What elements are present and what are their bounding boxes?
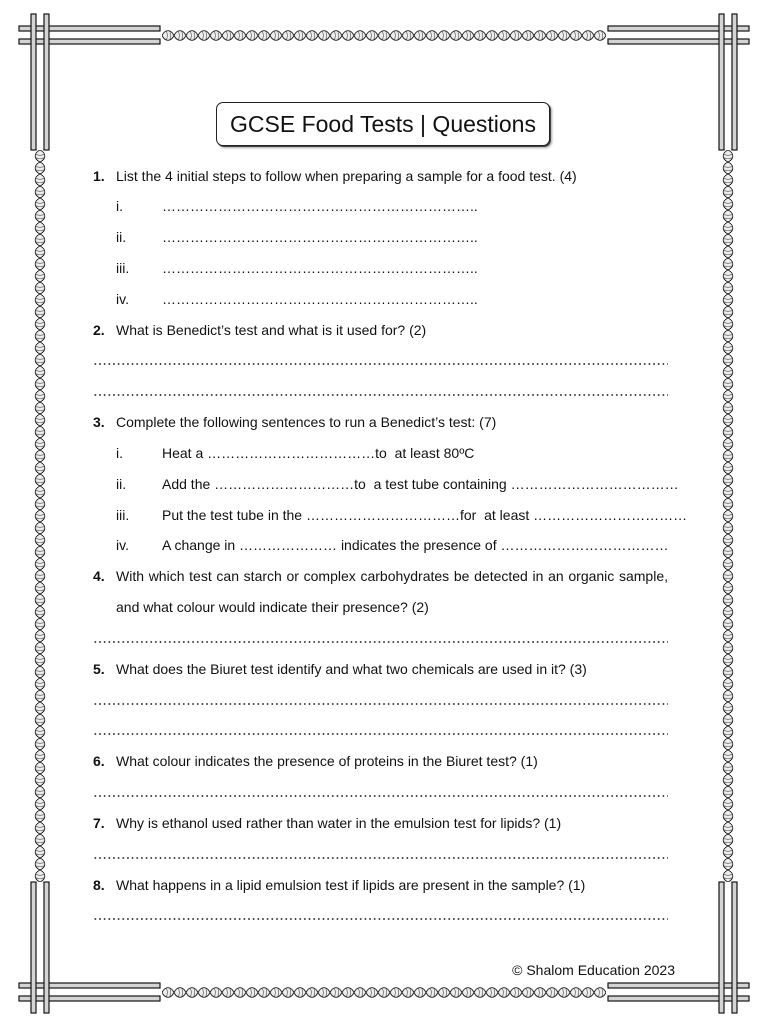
question-text: With which test can starch or complex carbohydrates be detected in an organic sample, and what colour would indicate their presence? (2): [116, 568, 668, 616]
item-blank: …………………………………………………………..: [162, 290, 478, 307]
question-text: Why is ethanol used rather than water in the emulsion test for lipids? (1): [116, 814, 562, 831]
item-numeral: iii.: [116, 506, 130, 523]
item-numeral: ii.: [116, 229, 127, 246]
answer-line: [93, 900, 668, 931]
dotted-rule: [93, 394, 668, 396]
question-text: What colour indicates the presence of proteins in the Biuret test? (1): [116, 753, 538, 770]
question-text: What is Benedict’s test and what is it used for? (2): [116, 321, 427, 338]
answer-line: [93, 376, 668, 407]
top-left-corner: [19, 14, 160, 150]
item-blank: …………………………………………………………..: [162, 259, 478, 276]
question-5: [93, 654, 668, 685]
step-item: [93, 222, 668, 253]
question-number: 6.: [93, 753, 105, 770]
question-number: 1.: [93, 167, 105, 184]
answer-line: [93, 715, 668, 746]
top-right-corner: [608, 14, 749, 150]
sentence-item: [93, 469, 679, 500]
dotted-rule: [93, 733, 668, 735]
title-box: [216, 102, 550, 146]
question-text: Complete the following sentences to run a Benedict’s test: (7): [116, 414, 497, 431]
page-title: GCSE Food Tests | Questions: [230, 110, 536, 137]
step-item: [93, 284, 668, 315]
question-8: [93, 870, 668, 901]
sentence-text: A change in ………………… indicates the presence of ………………………………: [162, 537, 669, 554]
step-item: [93, 253, 668, 284]
dotted-rule: [93, 641, 668, 643]
dotted-rule: [93, 703, 668, 705]
dotted-rule: [93, 363, 668, 365]
answer-line: [93, 623, 668, 654]
question-number: 2.: [93, 321, 105, 338]
question-3: [93, 407, 668, 438]
item-blank: …………………………………………………………..: [162, 229, 478, 246]
sentence-text: Put the test tube in the ……………………………for at least ……………………………: [162, 506, 688, 523]
question-list: [93, 161, 688, 932]
top-border-chain: [162, 30, 606, 42]
sentence-item: [93, 530, 668, 561]
right-border-chain: [722, 150, 734, 882]
dotted-rule: [93, 918, 668, 920]
item-numeral: i.: [116, 444, 123, 461]
step-item: [93, 191, 668, 222]
sentence-text: Add the …………………………to a test tube containing ………………………………: [162, 475, 679, 492]
answer-line: [93, 345, 668, 376]
sentence-item: [93, 438, 668, 469]
question-number: 7.: [93, 814, 105, 831]
answer-line: [93, 777, 668, 808]
copyright-footer: © Shalom Education 2023: [512, 962, 675, 978]
item-numeral: iv.: [116, 537, 129, 554]
dotted-rule: [93, 857, 668, 859]
item-numeral: ii.: [116, 475, 127, 492]
answer-line: [93, 685, 668, 716]
item-numeral: i.: [116, 198, 123, 215]
question-text: List the 4 initial steps to follow when preparing a sample for a food test. (4): [116, 167, 577, 184]
answer-line: [93, 839, 668, 870]
sentence-text: Heat a ………………………………to at least 80ºC: [162, 444, 475, 461]
question-4: [93, 561, 668, 623]
question-text: What happens in a lipid emulsion test if lipids are present in the sample? (1): [116, 876, 586, 893]
question-number: 4.: [93, 568, 105, 585]
bottom-border-chain: [162, 987, 606, 999]
question-6: [93, 746, 668, 777]
item-blank: …………………………………………………………..: [162, 198, 478, 215]
question-number: 8.: [93, 876, 105, 893]
item-numeral: iv.: [116, 290, 129, 307]
question-number: 3.: [93, 414, 105, 431]
question-7: [93, 808, 668, 839]
left-border-chain: [34, 150, 46, 882]
item-numeral: iii.: [116, 259, 130, 276]
sentence-item: [93, 500, 688, 531]
question-1: [93, 161, 668, 192]
question-text: What does the Biuret test identify and what two chemicals are used in it? (3): [116, 660, 587, 677]
question-number: 5.: [93, 660, 105, 677]
question-2: [93, 315, 668, 346]
dotted-rule: [93, 795, 668, 797]
